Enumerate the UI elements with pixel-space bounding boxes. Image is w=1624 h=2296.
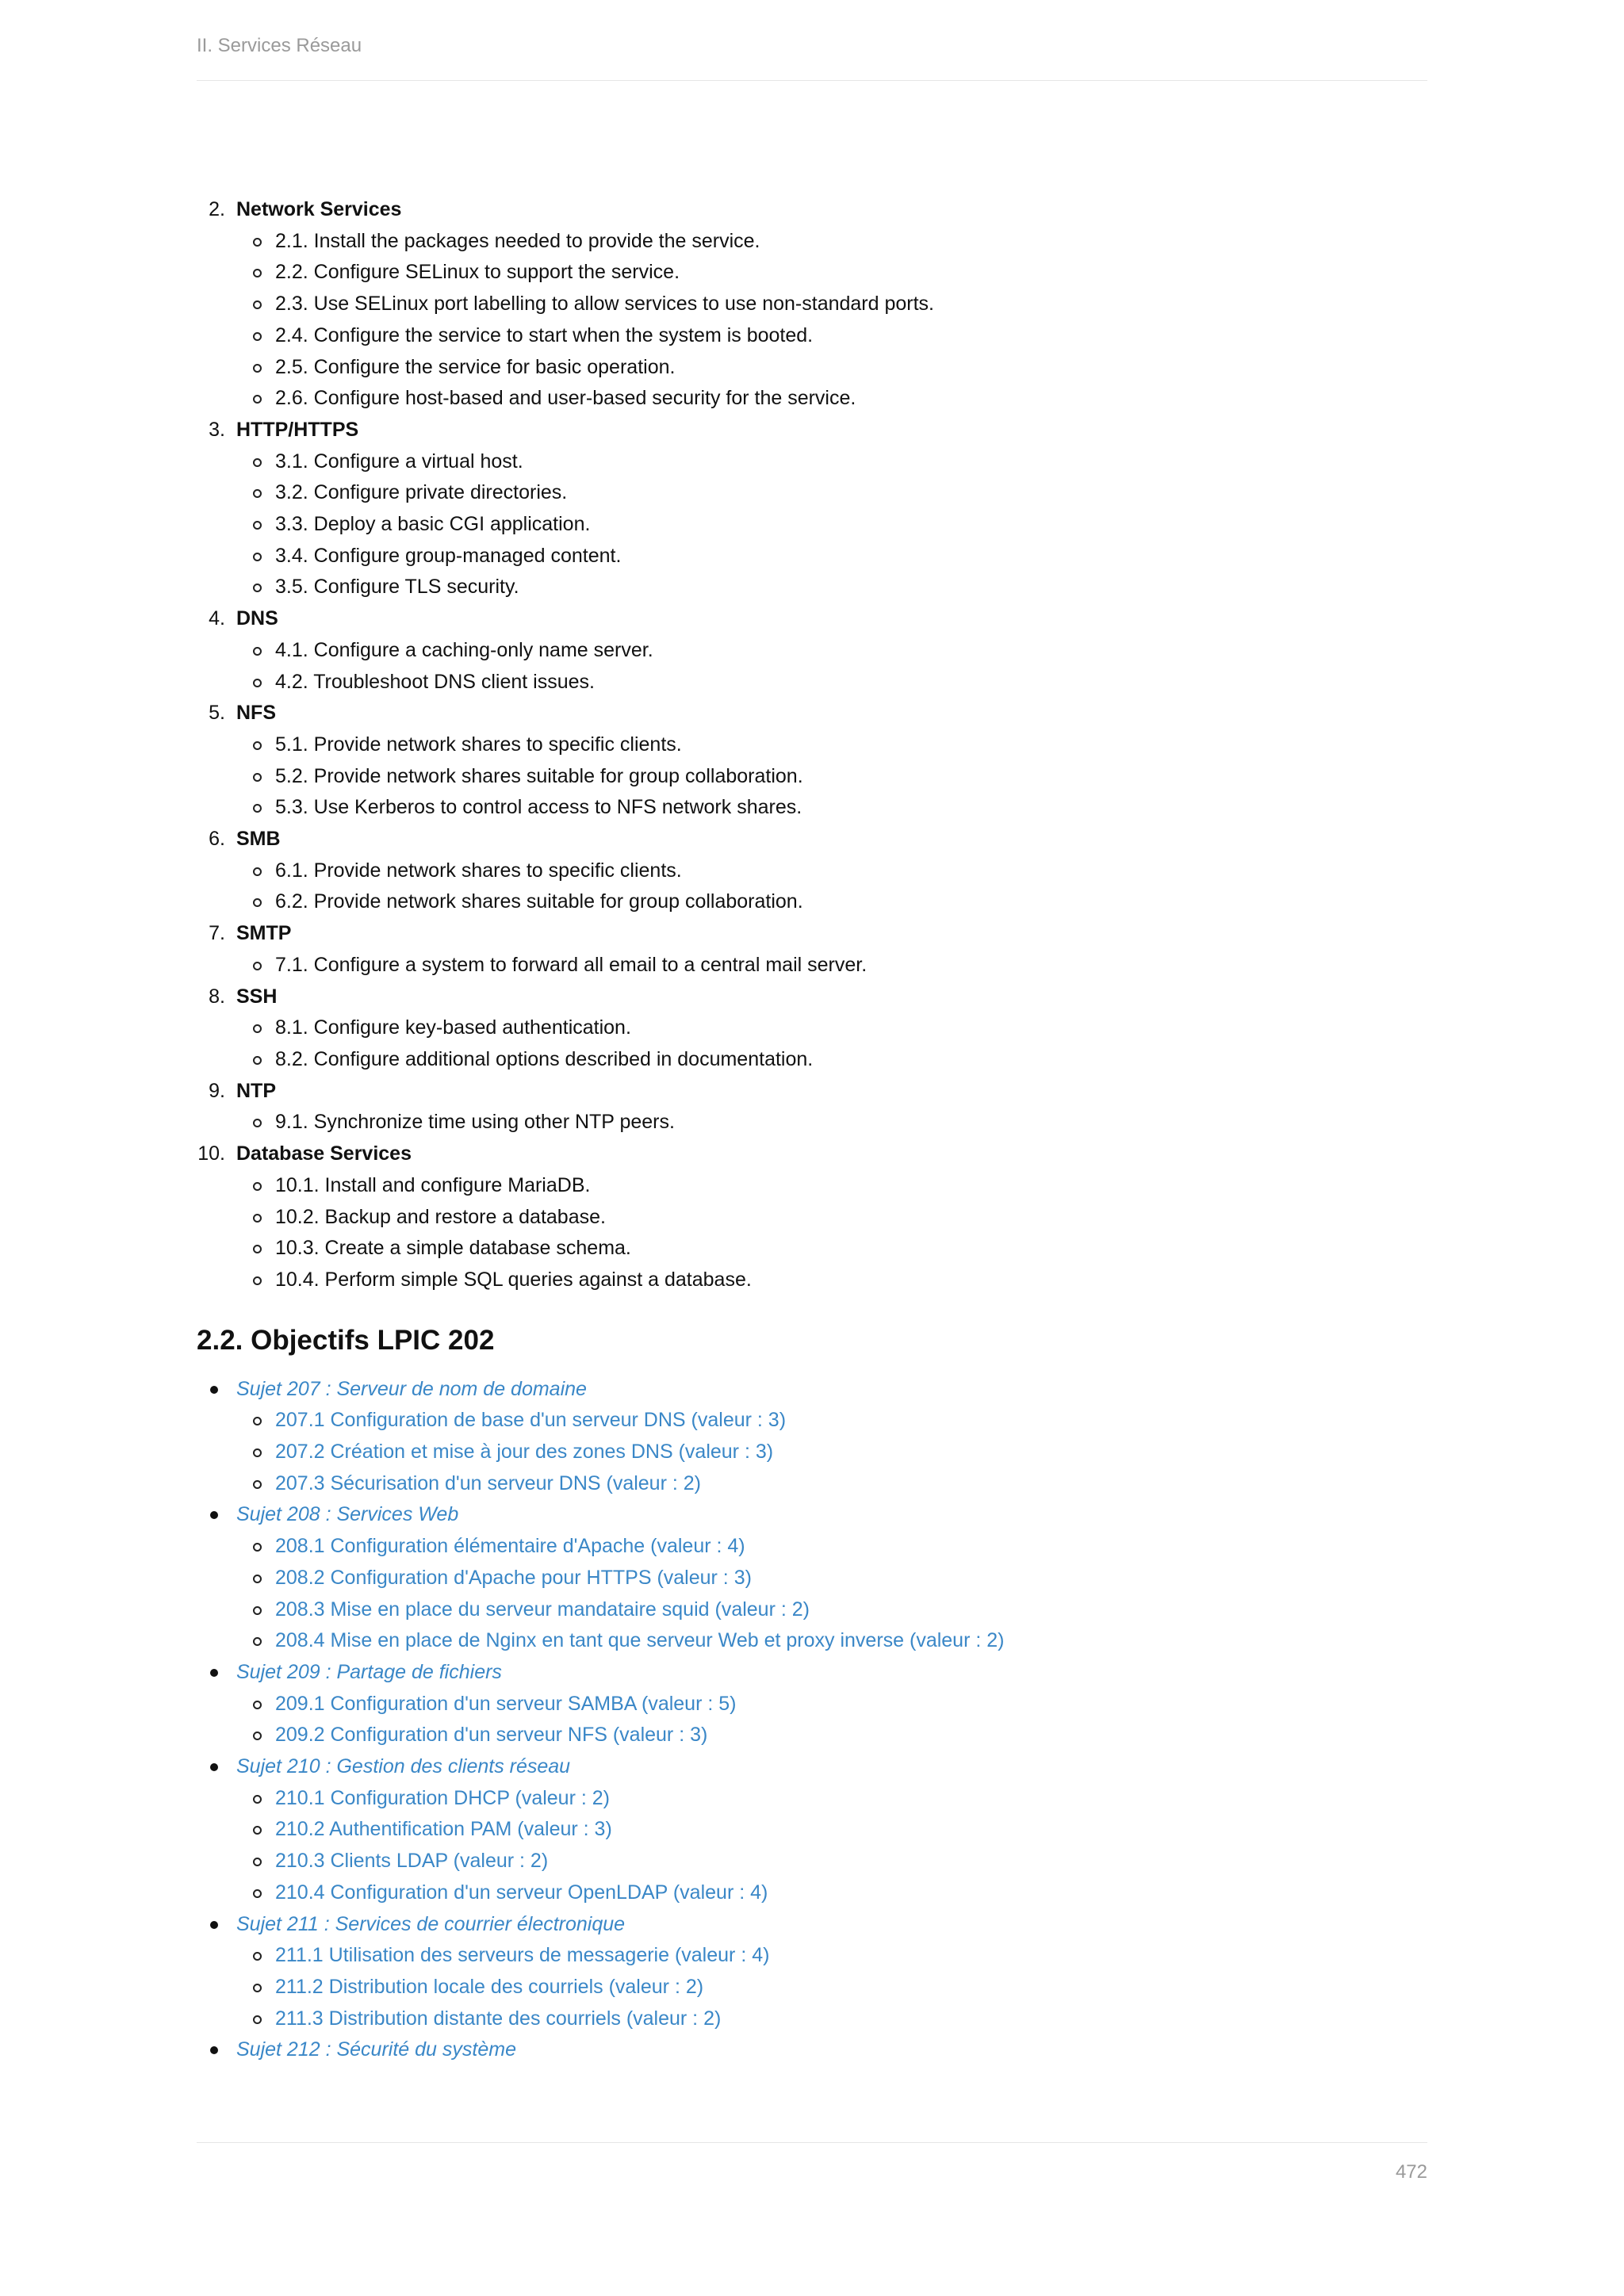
sub-list-item [236, 289, 1427, 320]
item-number: 8. [209, 985, 225, 1008]
sub-list [236, 446, 1427, 604]
circle-bullet-icon [253, 867, 262, 876]
sub-list-item [236, 2003, 1427, 2035]
sub-list-item [236, 635, 1427, 667]
objective-link[interactable]: 211.2 Distribution locale des courriels (valeur : 2) [275, 1975, 704, 1998]
objective-link[interactable]: 210.1 Configuration DHCP (valeur : 2) [275, 1786, 610, 1809]
sub-list [236, 226, 1427, 415]
list-item [197, 982, 1427, 1076]
circle-bullet-icon [253, 1543, 262, 1552]
circle-bullet-icon [253, 1417, 262, 1425]
objective-link[interactable]: 210.2 Authentification PAM (valeur : 3) [275, 1818, 612, 1841]
list-item [197, 1138, 1427, 1296]
item-number: 3. [209, 418, 225, 441]
circle-bullet-icon [253, 1182, 262, 1191]
list-item [197, 698, 1427, 824]
sub-list-item [236, 1846, 1427, 1877]
sub-list [236, 1170, 1427, 1296]
objective-link[interactable]: 210.3 Clients LDAP (valeur : 2) [275, 1850, 549, 1873]
sub-item-text: 10.2. Backup and restore a database. [275, 1205, 606, 1228]
list-item [197, 194, 1427, 415]
item-title: NFS [236, 702, 276, 725]
item-title: SSH [236, 985, 278, 1008]
circle-bullet-icon [253, 1858, 262, 1866]
item-title: SMB [236, 828, 281, 851]
circle-bullet-icon [253, 332, 262, 341]
objective-link[interactable]: 208.4 Mise en place de Nginx en tant que serveur Web et proxy inverse (valeur : 2) [275, 1629, 1005, 1652]
sub-list-item [236, 226, 1427, 258]
sub-list-item [236, 1877, 1427, 1909]
sub-list [236, 1405, 1427, 1499]
page-content [197, 194, 1427, 2066]
list-item [197, 918, 1427, 981]
sub-list [236, 855, 1427, 918]
circle-bullet-icon [253, 1701, 262, 1709]
disc-bullet-icon [210, 2046, 218, 2054]
circle-bullet-icon [253, 553, 262, 561]
circle-bullet-icon [253, 773, 262, 782]
sub-list-item [236, 1170, 1427, 1202]
sub-item-text: 3.2. Configure private directories. [275, 481, 568, 504]
sub-list-item [236, 509, 1427, 541]
circle-bullet-icon [253, 300, 262, 309]
circle-bullet-icon [253, 1606, 262, 1615]
sub-item-text: 8.2. Configure additional options described in documentation. [275, 1047, 814, 1070]
topic-item [197, 1909, 1427, 2035]
sub-item-text: 2.2. Configure SELinux to support the service. [275, 261, 680, 284]
circle-bullet-icon [253, 1214, 262, 1223]
sub-list-item [236, 1972, 1427, 2003]
item-number: 4. [209, 607, 225, 630]
disc-bullet-icon [210, 1511, 218, 1519]
topic-item [197, 1374, 1427, 1500]
circle-bullet-icon [253, 1245, 262, 1253]
sub-list-item [236, 1468, 1427, 1500]
sub-list [236, 1107, 1427, 1138]
objective-link[interactable]: 211.3 Distribution distante des courriels (valeur : 2) [275, 2007, 722, 2030]
topic-link[interactable]: Sujet 211 : Services de courrier électronique [236, 1912, 626, 1935]
sub-item-text: 8.1. Configure key-based authentication. [275, 1016, 631, 1039]
disc-bullet-icon [210, 1669, 218, 1677]
circle-bullet-icon [253, 521, 262, 530]
sub-list-item [236, 1233, 1427, 1265]
topic-item [197, 1657, 1427, 1751]
sub-list-item [236, 1783, 1427, 1815]
sub-list-item [236, 1405, 1427, 1437]
sub-list-item [236, 1531, 1427, 1563]
circle-bullet-icon [253, 395, 262, 404]
circle-bullet-icon [253, 1952, 262, 1961]
lpic-topics-list [197, 1374, 1427, 2066]
circle-bullet-icon [253, 489, 262, 498]
circle-bullet-icon [253, 1795, 262, 1804]
item-title: Database Services [236, 1142, 412, 1165]
circle-bullet-icon [253, 1056, 262, 1065]
sub-list [236, 1012, 1427, 1075]
circle-bullet-icon [253, 1826, 262, 1835]
objective-link[interactable]: 209.2 Configuration d'un serveur NFS (valeur : 3) [275, 1724, 708, 1747]
sub-list-item [236, 1265, 1427, 1296]
sub-list-item [236, 1720, 1427, 1751]
sub-list-item [236, 1202, 1427, 1234]
circle-bullet-icon [253, 741, 262, 750]
sub-list-item [236, 667, 1427, 698]
sub-list-item [236, 1625, 1427, 1657]
sub-item-text: 7.1. Configure a system to forward all email to a central mail server. [275, 953, 868, 976]
section-heading: 2.2. Objectifs LPIC 202 [197, 1324, 495, 1356]
objective-link[interactable]: 208.3 Mise en place du serveur mandataire squid (valeur : 2) [275, 1598, 810, 1621]
sub-list-item [236, 729, 1427, 761]
sub-list-item [236, 792, 1427, 824]
sub-list-item [236, 572, 1427, 603]
sub-list [236, 950, 1427, 982]
sub-item-text: 5.2. Provide network shares suitable for group collaboration. [275, 764, 803, 787]
sub-item-text: 4.2. Troubleshoot DNS client issues. [275, 670, 595, 693]
circle-bullet-icon [253, 1889, 262, 1898]
circle-bullet-icon [253, 2015, 262, 2024]
sub-list [236, 635, 1427, 698]
sub-list-item [236, 477, 1427, 509]
sub-item-text: 10.1. Install and configure MariaDB. [275, 1173, 591, 1196]
item-title: NTP [236, 1079, 276, 1102]
sub-item-text: 6.2. Provide network shares suitable for group collaboration. [275, 890, 803, 913]
topic-item [197, 1751, 1427, 1909]
sub-list-item [236, 1563, 1427, 1594]
list-item [197, 1076, 1427, 1138]
circle-bullet-icon [253, 804, 262, 813]
circle-bullet-icon [253, 962, 262, 970]
sub-item-text: 5.3. Use Kerberos to control access to NFS network shares. [275, 796, 802, 819]
topic-link[interactable]: Sujet 212 : Sécurité du système [236, 2038, 516, 2061]
circle-bullet-icon [253, 1732, 262, 1740]
circle-bullet-icon [253, 1984, 262, 1992]
header-divider [197, 80, 1427, 81]
item-number: 7. [209, 922, 225, 945]
circle-bullet-icon [253, 1119, 262, 1127]
item-number: 2. [209, 198, 225, 220]
disc-bullet-icon [210, 1763, 218, 1771]
circle-bullet-icon [253, 238, 262, 247]
sub-list-item [236, 352, 1427, 384]
sub-list-item [236, 1814, 1427, 1846]
objective-link[interactable]: 209.1 Configuration d'un serveur SAMBA (valeur : 5) [275, 1692, 737, 1715]
circle-bullet-icon [253, 1637, 262, 1646]
sub-list-item [236, 1012, 1427, 1044]
sub-item-text: 10.3. Create a simple database schema. [275, 1237, 631, 1260]
topic-item [197, 1499, 1427, 1657]
objective-link[interactable]: 207.2 Création et mise à jour des zones DNS (valeur : 3) [275, 1441, 774, 1464]
item-number: 5. [209, 702, 225, 725]
sub-list-item [236, 1689, 1427, 1720]
sub-item-text: 2.4. Configure the service to start when the system is booted. [275, 323, 814, 346]
sub-list-item [236, 1107, 1427, 1138]
sub-item-text: 3.1. Configure a virtual host. [275, 450, 523, 473]
item-number: 6. [209, 828, 225, 851]
sub-item-text: 5.1. Provide network shares to specific clients. [275, 733, 682, 756]
objective-link[interactable]: 207.1 Configuration de base d'un serveur DNS (valeur : 3) [275, 1409, 787, 1432]
item-title: HTTP/HTTPS [236, 418, 359, 441]
sub-list-item [236, 257, 1427, 289]
sub-list-item [236, 1940, 1427, 1972]
item-title: Network Services [236, 198, 402, 220]
circle-bullet-icon [253, 364, 262, 373]
objective-link[interactable]: 208.2 Configuration d'Apache pour HTTPS (valeur : 3) [275, 1566, 752, 1589]
objective-link[interactable]: 208.1 Configuration élémentaire d'Apache (valeur : 4) [275, 1535, 745, 1558]
sub-list-item [236, 320, 1427, 352]
sub-item-text: 10.4. Perform simple SQL queries against a database. [275, 1268, 752, 1291]
topic-link[interactable]: Sujet 208 : Services Web [236, 1503, 459, 1526]
item-number: 9. [209, 1079, 225, 1102]
disc-bullet-icon [210, 1921, 218, 1929]
sub-item-text: 3.3. Deploy a basic CGI application. [275, 513, 591, 536]
item-number: 10. [197, 1142, 225, 1165]
sub-item-text: 4.1. Configure a caching-only name server. [275, 638, 653, 661]
sub-item-text: 3.4. Configure group-managed content. [275, 544, 622, 567]
sub-list-item [236, 383, 1427, 415]
objective-link[interactable]: 207.3 Sécurisation d'un serveur DNS (valeur : 2) [275, 1471, 701, 1494]
list-item [197, 603, 1427, 698]
rhcsa-objectives-list [197, 194, 1427, 1296]
disc-bullet-icon [210, 1386, 218, 1394]
objective-link[interactable]: 211.1 Utilisation des serveurs de messagerie (valeur : 4) [275, 1944, 770, 1967]
sub-list [236, 729, 1427, 824]
running-header: II. Services Réseau [197, 35, 362, 56]
sub-list-item [236, 855, 1427, 887]
sub-item-text: 2.5. Configure the service for basic operation. [275, 355, 676, 378]
circle-bullet-icon [253, 1575, 262, 1583]
footer-divider [197, 2142, 1427, 2143]
sub-list [236, 1689, 1427, 1751]
sub-list-item [236, 1594, 1427, 1626]
sub-list [236, 1940, 1427, 2034]
circle-bullet-icon [253, 1448, 262, 1457]
sub-list-item [236, 761, 1427, 793]
sub-item-text: 2.3. Use SELinux port labelling to allow services to use non-standard ports. [275, 293, 935, 316]
sub-list-item [236, 886, 1427, 918]
sub-list-item [236, 1437, 1427, 1468]
sub-list [236, 1783, 1427, 1909]
circle-bullet-icon [253, 898, 262, 907]
item-title: SMTP [236, 922, 292, 945]
list-item [197, 824, 1427, 918]
sub-list-item [236, 541, 1427, 572]
circle-bullet-icon [253, 1480, 262, 1489]
sub-item-text: 2.6. Configure host-based and user-based security for the service. [275, 387, 856, 410]
topic-link[interactable]: Sujet 207 : Serveur de nom de domaine [236, 1377, 587, 1400]
objective-link[interactable]: 210.4 Configuration d'un serveur OpenLDAP (valeur : 4) [275, 1881, 768, 1904]
circle-bullet-icon [253, 1024, 262, 1033]
page-number: 472 [1395, 2161, 1427, 2183]
item-title: DNS [236, 607, 278, 630]
circle-bullet-icon [253, 269, 262, 277]
sub-list-item [236, 446, 1427, 478]
circle-bullet-icon [253, 679, 262, 687]
topic-link[interactable]: Sujet 209 : Partage de fichiers [236, 1660, 502, 1683]
sub-list [236, 1531, 1427, 1657]
sub-item-text: 6.1. Provide network shares to specific clients. [275, 859, 682, 882]
sub-item-text: 3.5. Configure TLS security. [275, 576, 519, 599]
topic-item [197, 2034, 1427, 2066]
sub-list-item [236, 950, 1427, 982]
topic-link[interactable]: Sujet 210 : Gestion des clients réseau [236, 1755, 571, 1778]
sub-item-text: 2.1. Install the packages needed to provide the service. [275, 229, 760, 252]
circle-bullet-icon [253, 647, 262, 656]
circle-bullet-icon [253, 584, 262, 592]
circle-bullet-icon [253, 1276, 262, 1285]
circle-bullet-icon [253, 458, 262, 467]
list-item [197, 415, 1427, 603]
sub-list-item [236, 1044, 1427, 1076]
sub-item-text: 9.1. Synchronize time using other NTP peers. [275, 1111, 675, 1134]
